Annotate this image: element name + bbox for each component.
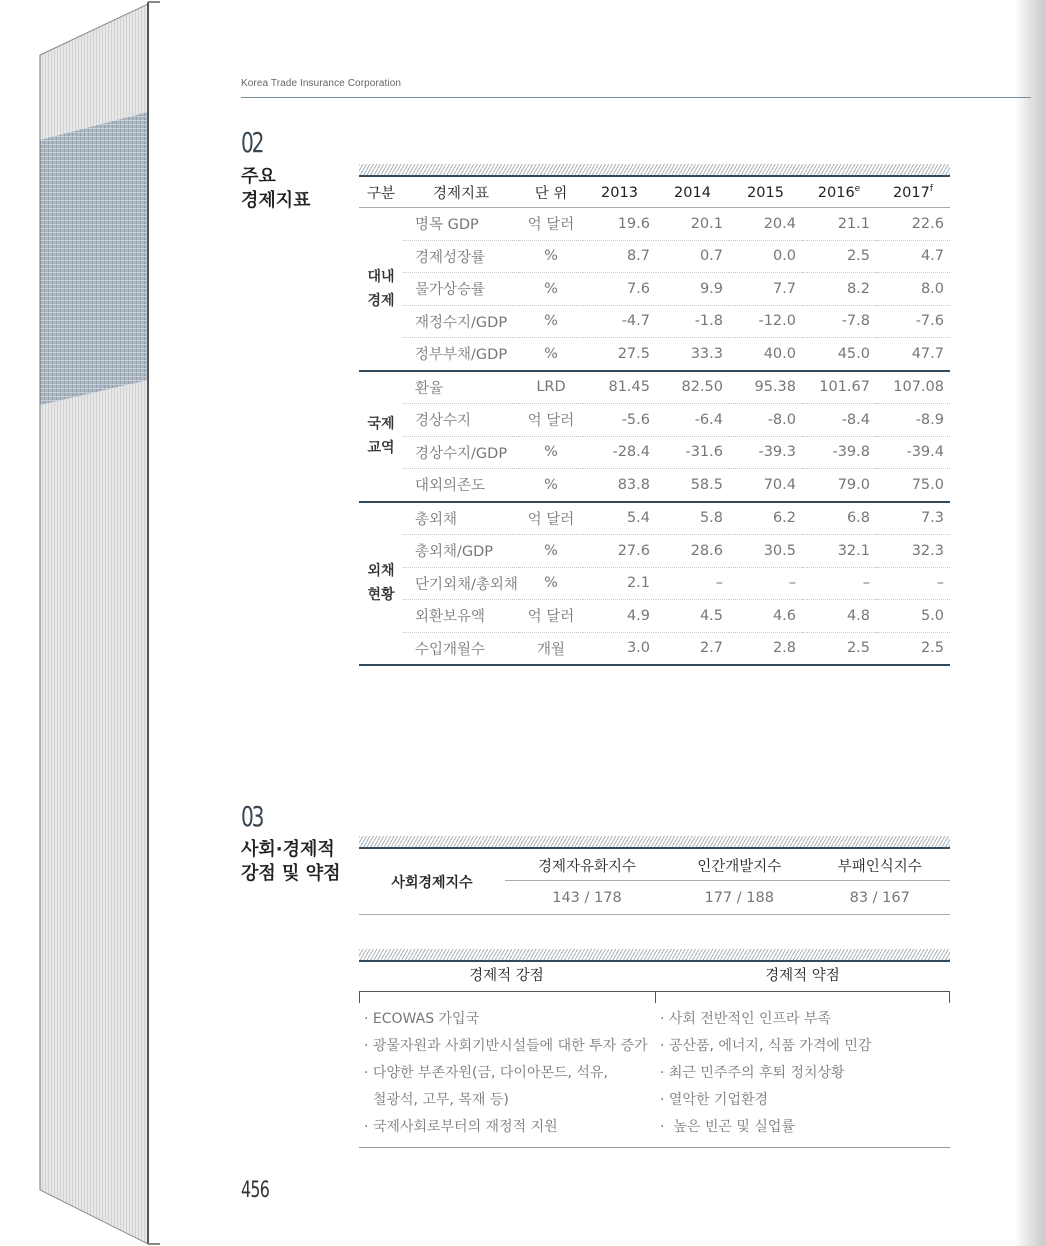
value-cell: 82.50 xyxy=(656,371,729,404)
economic-indicators-table xyxy=(359,178,950,666)
value-cell: -28.4 xyxy=(583,436,656,469)
value-cell: 5.8 xyxy=(656,502,729,535)
value-cell: -8.4 xyxy=(802,404,876,437)
value-cell: 20.1 xyxy=(656,208,729,241)
year-label: 2017 xyxy=(892,184,930,201)
value-cell: 79.0 xyxy=(802,469,876,502)
year-superscript: f xyxy=(929,184,934,195)
indicator-name: 경상수지/GDP xyxy=(403,436,519,469)
table-header-row xyxy=(359,178,950,208)
value-cell: 19.6 xyxy=(583,208,656,241)
value-cell: -5.6 xyxy=(583,404,656,437)
section-number: 02 xyxy=(241,126,263,159)
indicator-name: 대외의존도 xyxy=(403,469,519,502)
rule-tick xyxy=(359,991,360,1003)
indicator-name: 물가상승률 xyxy=(403,273,519,306)
value-cell: 2.5 xyxy=(802,632,876,665)
list-item: 철광석, 고무, 목재 등) xyxy=(364,1092,509,1108)
row-label: 사회경제지수 xyxy=(359,850,505,915)
table-row xyxy=(359,371,950,404)
value-cell: 4.5 xyxy=(656,600,729,633)
value-cell: -1.8 xyxy=(656,305,729,338)
value-cell: 21.1 xyxy=(802,208,876,241)
value-cell: -6.4 xyxy=(656,404,729,437)
value-cell: 30.5 xyxy=(729,535,802,568)
unit-cell: LRD xyxy=(519,371,583,404)
list-item: · 공산품, 에너지, 식품 가격에 민감 xyxy=(660,1038,872,1054)
value-cell: 4.6 xyxy=(729,600,802,633)
page-curl-shadow xyxy=(1015,0,1045,1246)
group-label-line: 국제 xyxy=(367,416,395,432)
list-item: · 열악한 기업환경 xyxy=(660,1092,769,1108)
table-row xyxy=(359,469,950,502)
column-header: 단 위 xyxy=(519,178,583,208)
value-cell: 7.7 xyxy=(729,273,802,306)
value-cell: 7.6 xyxy=(583,273,656,306)
strengths-weaknesses-bottom-rule xyxy=(359,1147,950,1148)
column-header xyxy=(802,178,876,208)
book-edge xyxy=(0,0,160,1246)
socioeconomic-index-table xyxy=(359,850,950,915)
unit-cell: % xyxy=(519,535,583,568)
value-cell: -8.0 xyxy=(729,404,802,437)
group-label xyxy=(359,371,403,502)
list-item: · 다양한 부존자원(금, 다이아몬드, 석유, xyxy=(364,1065,608,1081)
value-cell: 4.9 xyxy=(583,600,656,633)
table-row xyxy=(359,535,950,568)
value-cell: 3.0 xyxy=(583,632,656,665)
table-row xyxy=(359,208,950,241)
table-row xyxy=(359,338,950,371)
indicator-name: 총외채/GDP xyxy=(403,535,519,568)
group-label-line: 대내 xyxy=(367,268,395,285)
table-cell: 83 / 167 xyxy=(809,881,950,915)
strengths-list xyxy=(364,1006,648,1141)
column-header: 경제지표 xyxy=(403,178,519,208)
group-label-line: 외채 xyxy=(367,563,395,580)
table-row xyxy=(359,436,950,469)
value-cell: -31.6 xyxy=(656,436,729,469)
value-cell: 2.8 xyxy=(729,632,802,665)
indicator-name: 단기외채/총외채 xyxy=(403,567,519,600)
group-label-line: 경제 xyxy=(367,292,395,309)
column-header xyxy=(876,178,950,208)
column-header: 2014 xyxy=(656,178,729,208)
indicator-name: 정부부채/GDP xyxy=(403,338,519,371)
year-label: 2016 xyxy=(817,184,855,201)
indicator-name: 환율 xyxy=(403,371,519,404)
value-cell: 4.8 xyxy=(802,600,876,633)
indicator-name: 경제성장률 xyxy=(403,240,519,273)
table-header-row xyxy=(359,850,950,881)
value-cell: 58.5 xyxy=(656,469,729,502)
indicator-name: 수입개월수 xyxy=(403,632,519,665)
value-cell: 0.0 xyxy=(729,240,802,273)
table-row xyxy=(359,600,950,633)
unit-cell: % xyxy=(519,305,583,338)
value-cell: -39.8 xyxy=(802,436,876,469)
list-item: · ECOWAS 가입국 xyxy=(364,1011,480,1027)
rule-tick xyxy=(949,991,950,1003)
value-cell: 33.3 xyxy=(656,338,729,371)
running-header: Korea Trade Insurance Corporation xyxy=(241,78,402,89)
value-cell: 8.0 xyxy=(876,273,950,306)
unit-cell: % xyxy=(519,469,583,502)
value-cell: 45.0 xyxy=(802,338,876,371)
unit-cell: % xyxy=(519,273,583,306)
list-item: · 높은 빈곤 및 실업률 xyxy=(660,1119,795,1135)
value-cell: – xyxy=(729,567,802,600)
value-cell: 20.4 xyxy=(729,208,802,241)
value-cell: 2.1 xyxy=(583,567,656,600)
value-cell: 47.7 xyxy=(876,338,950,371)
indicator-name: 외환보유액 xyxy=(403,600,519,633)
value-cell: -7.6 xyxy=(876,305,950,338)
value-cell: 6.2 xyxy=(729,502,802,535)
unit-cell: 억 달러 xyxy=(519,600,583,633)
value-cell: 5.0 xyxy=(876,600,950,633)
value-cell: 2.5 xyxy=(802,240,876,273)
value-cell: 2.5 xyxy=(876,632,950,665)
column-header: 부패인식지수 xyxy=(809,850,950,881)
value-cell: 22.6 xyxy=(876,208,950,241)
table-row xyxy=(359,502,950,535)
indicator-name: 총외채 xyxy=(403,502,519,535)
value-cell: 101.67 xyxy=(802,371,876,404)
value-cell: 75.0 xyxy=(876,469,950,502)
value-cell: – xyxy=(802,567,876,600)
value-cell: 83.8 xyxy=(583,469,656,502)
value-cell: 95.38 xyxy=(729,371,802,404)
unit-cell: 억 달러 xyxy=(519,404,583,437)
year-superscript: e xyxy=(854,184,861,195)
table-top-hatch xyxy=(359,164,950,177)
table-row xyxy=(359,404,950,437)
column-header: 2015 xyxy=(729,178,802,208)
value-cell: 32.3 xyxy=(876,535,950,568)
section-title-line: 강점 및 약점 xyxy=(241,863,341,884)
unit-cell: 개월 xyxy=(519,632,583,665)
section-title xyxy=(241,838,340,886)
value-cell: -39.4 xyxy=(876,436,950,469)
value-cell: 27.5 xyxy=(583,338,656,371)
list-item: · 광물자원과 사회기반시설들에 대한 투자 증가 xyxy=(364,1038,648,1054)
value-cell: 4.7 xyxy=(876,240,950,273)
value-cell: 5.4 xyxy=(583,502,656,535)
section-title-line: 주요 xyxy=(241,166,276,187)
section-title xyxy=(241,165,311,213)
unit-cell: % xyxy=(519,436,583,469)
value-cell: 6.8 xyxy=(802,502,876,535)
weaknesses-list xyxy=(660,1006,871,1141)
value-cell: -12.0 xyxy=(729,305,802,338)
unit-cell: 억 달러 xyxy=(519,208,583,241)
value-cell: 81.45 xyxy=(583,371,656,404)
value-cell: -4.7 xyxy=(583,305,656,338)
value-cell: 32.1 xyxy=(802,535,876,568)
unit-cell: 억 달러 xyxy=(519,502,583,535)
value-cell: 107.08 xyxy=(876,371,950,404)
section-number: 03 xyxy=(241,800,263,833)
group-label-line: 교역 xyxy=(367,440,395,456)
table-top-hatch xyxy=(359,949,950,962)
value-cell: -7.8 xyxy=(802,305,876,338)
strengths-heading: 경제적 강점 xyxy=(469,968,544,984)
table-top-hatch xyxy=(359,836,950,849)
value-cell: 40.0 xyxy=(729,338,802,371)
column-header: 2013 xyxy=(583,178,656,208)
value-cell: – xyxy=(876,567,950,600)
weaknesses-heading: 경제적 약점 xyxy=(765,968,840,984)
table-cell: 143 / 178 xyxy=(505,881,669,915)
value-cell: 9.9 xyxy=(656,273,729,306)
indicator-name: 명목 GDP xyxy=(403,208,519,241)
group-label-line: 현황 xyxy=(367,587,395,604)
group-label xyxy=(359,208,403,371)
value-cell: 2.7 xyxy=(656,632,729,665)
table-row xyxy=(359,632,950,665)
value-cell: -8.9 xyxy=(876,404,950,437)
value-cell: 8.7 xyxy=(583,240,656,273)
table-cell: 177 / 188 xyxy=(669,881,810,915)
value-cell: 8.2 xyxy=(802,273,876,306)
indicator-name: 재정수지/GDP xyxy=(403,305,519,338)
table-row xyxy=(359,273,950,306)
column-header: 경제자유화지수 xyxy=(505,850,669,881)
value-cell: 27.6 xyxy=(583,535,656,568)
unit-cell: % xyxy=(519,240,583,273)
column-header: 구분 xyxy=(359,178,403,208)
indicator-name: 경상수지 xyxy=(403,404,519,437)
list-item: · 최근 민주주의 후퇴 정치상황 xyxy=(660,1065,845,1081)
group-label xyxy=(359,502,403,666)
value-cell: – xyxy=(656,567,729,600)
column-header: 인간개발지수 xyxy=(669,850,810,881)
list-item: · 국제사회로부터의 재정적 지원 xyxy=(364,1119,558,1135)
section-title-line: 경제지표 xyxy=(241,190,311,211)
table-row xyxy=(359,305,950,338)
value-cell: -39.3 xyxy=(729,436,802,469)
unit-cell: % xyxy=(519,338,583,371)
unit-cell: % xyxy=(519,567,583,600)
list-item: · 사회 전반적인 인프라 부족 xyxy=(660,1011,832,1027)
header-rule xyxy=(241,97,1031,98)
section-title-line: 사회·경제적 xyxy=(241,839,335,860)
table-row xyxy=(359,240,950,273)
value-cell: 0.7 xyxy=(656,240,729,273)
table-row xyxy=(359,567,950,600)
value-cell: 7.3 xyxy=(876,502,950,535)
rule-tick xyxy=(655,991,656,1003)
value-cell: 28.6 xyxy=(656,535,729,568)
value-cell: 70.4 xyxy=(729,469,802,502)
page-number: 456 xyxy=(241,1178,270,1203)
